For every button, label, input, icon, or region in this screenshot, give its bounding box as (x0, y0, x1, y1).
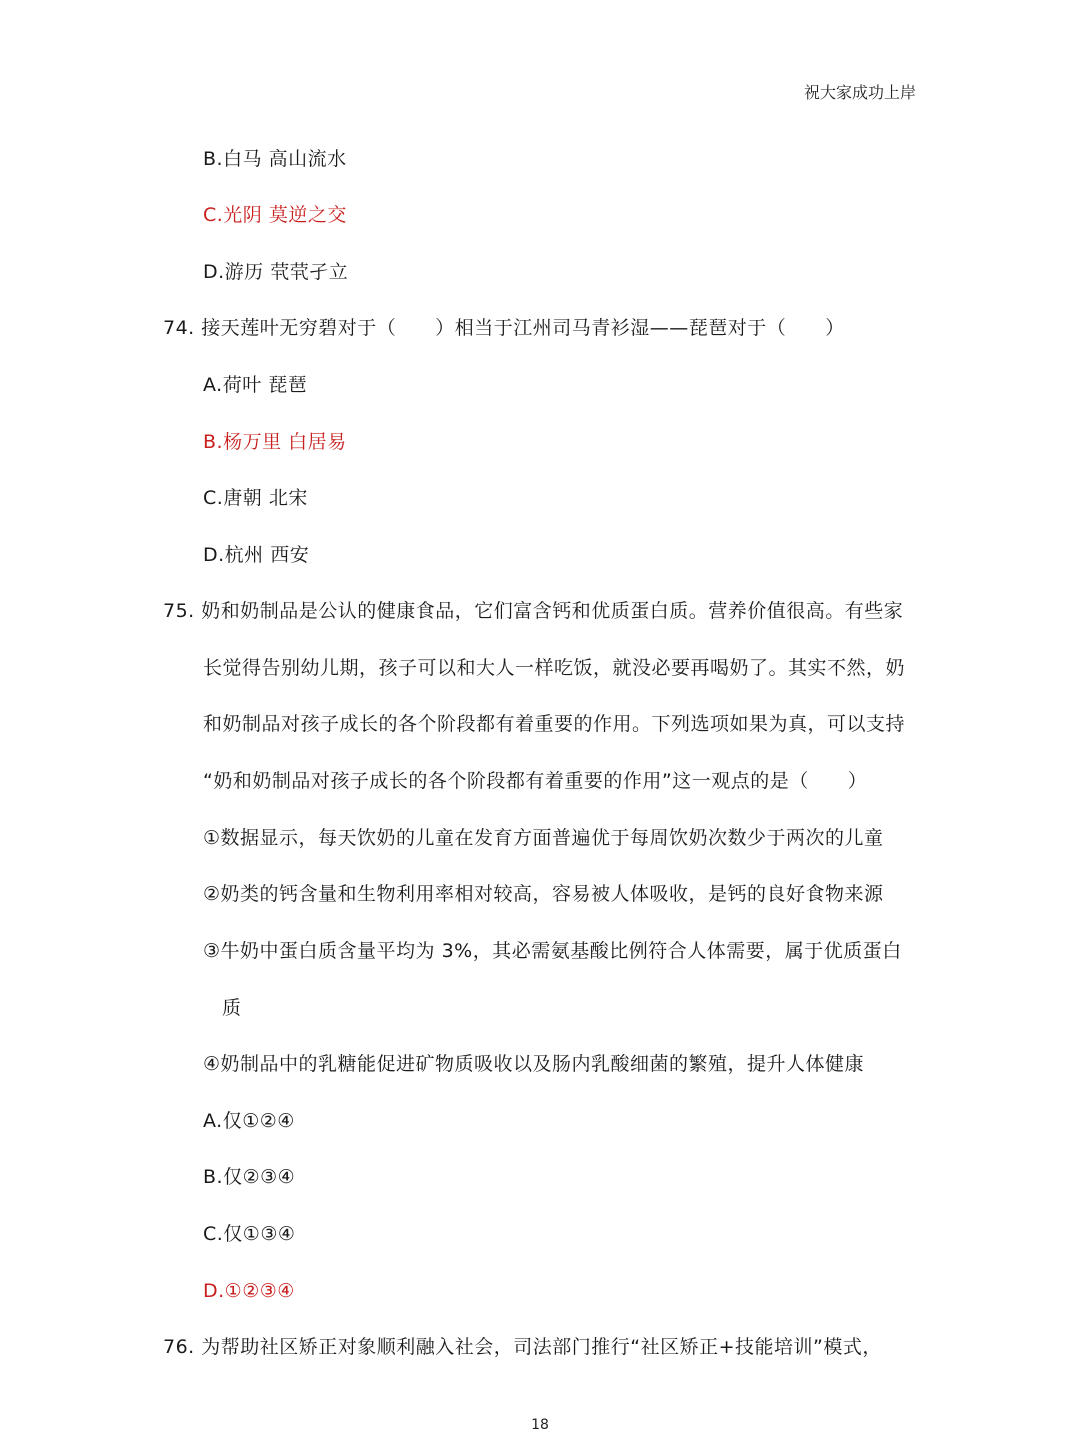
q75-statement-4: ④奶制品中的乳糖能促进矿物质吸收以及肠内乳酸细菌的繁殖，提升人体健康 (203, 1053, 865, 1075)
q73-option-d: D.游历 茕茕孑立 (203, 261, 349, 283)
q73-option-c-correct: C.光阴 莫逆之交 (203, 204, 347, 226)
q75-option-a: A.仅①②④ (203, 1110, 295, 1132)
q76-stem-line-1: 76. 为帮助社区矫正对象顺利融入社会，司法部门推行“社区矫正+技能培训”模式， (163, 1336, 882, 1358)
q74-option-c: C.唐朝 北宋 (203, 487, 308, 509)
q75-statement-1: ①数据显示，每天饮奶的儿童在发育方面普遍优于每周饮奶次数少于两次的儿童 (203, 827, 884, 849)
q73-option-b: B.白马 高山流水 (203, 148, 347, 170)
q75-option-c: C.仅①③④ (203, 1223, 296, 1245)
q75-stem-line-4: “奶和奶制品对孩子成长的各个阶段都有着重要的作用”这一观点的是（ ） (203, 770, 868, 792)
header-slogan: 祝大家成功上岸 (803, 83, 916, 102)
page-number: 18 (531, 1417, 549, 1433)
q75-stem-line-1: 75. 奶和奶制品是公认的健康食品，它们富含钙和优质蛋白质。营养价值很高。有些家 (163, 600, 904, 622)
q75-option-d-correct: D.①②③④ (203, 1280, 295, 1302)
q75-statement-3-continued: 质 (222, 997, 242, 1019)
q75-statement-2: ②奶类的钙含量和生物利用率相对较高，容易被人体吸收，是钙的良好食物来源 (203, 883, 884, 905)
q75-statement-3: ③牛奶中蛋白质含量平均为 3%，其必需氨基酸比例符合人体需要，属于优质蛋白 (203, 940, 902, 962)
q74-stem: 74. 接天莲叶无穷碧对于（ ）相当于江州司马青衫湿——琵琶对于（ ） (163, 317, 845, 339)
q74-option-a: A.荷叶 琵琶 (203, 374, 308, 396)
q75-option-b: B.仅②③④ (203, 1166, 296, 1188)
q74-option-d: D.杭州 西安 (203, 544, 310, 566)
q75-stem-line-2: 长觉得告别幼儿期，孩子可以和大人一样吃饭，就没必要再喝奶了。其实不然，奶 (203, 657, 906, 679)
q74-option-b-correct: B.杨万里 白居易 (203, 431, 347, 453)
q75-stem-line-3: 和奶制品对孩子成长的各个阶段都有着重要的作用。下列选项如果为真，可以支持 (203, 713, 906, 735)
